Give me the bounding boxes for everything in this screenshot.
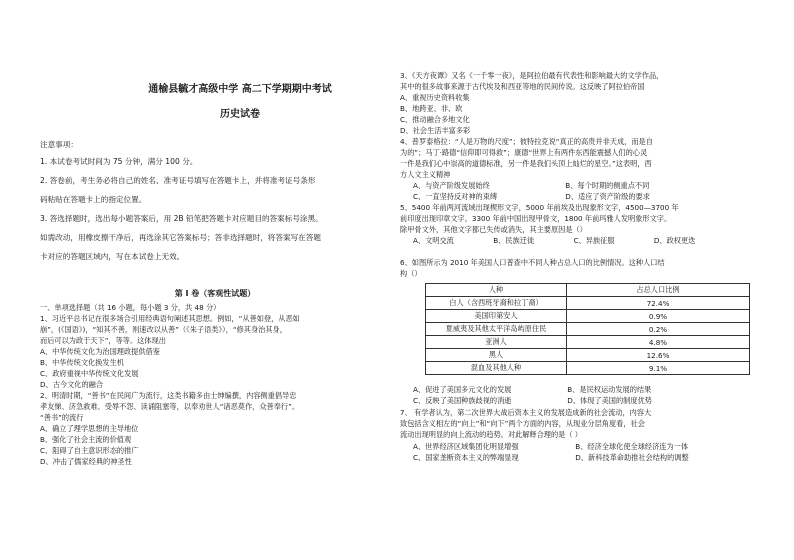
q6-options: [413, 384, 717, 406]
q3-option-c[interactable]: C、推动融合多地文化: [400, 115, 470, 124]
q2-line: 2、明清时期，“善书”在民间广为流行，这类书籍多由士绅编撰，内容侧重倡导忠: [40, 391, 297, 400]
q3-option-b[interactable]: B、地跨亚、非、欧: [400, 104, 463, 113]
question-7: [400, 407, 780, 440]
population-table: [425, 283, 750, 375]
table-header-row: [426, 284, 750, 297]
table-cell: 0.2%: [567, 323, 750, 336]
note-line: 码粘贴在答题卡上的指定位置。: [40, 195, 147, 204]
table-cell: 亚洲人: [426, 336, 567, 349]
question-4: [400, 136, 780, 180]
question-5: [400, 202, 780, 235]
subject-title: 历史试卷: [220, 109, 260, 120]
table-cell: 72.4%: [567, 297, 750, 310]
q7-option-b[interactable]: B、经济全球化使全球经济连为一体: [575, 442, 689, 451]
q1-line: 崩”，(《国语》)，“知其不善，则速改以从善”（《朱子语类》），“修其身治其身，: [40, 325, 287, 334]
table-row: [426, 310, 750, 323]
q5-option-b[interactable]: B、民族迁徙: [493, 236, 535, 245]
table-cell: 黑人: [426, 349, 567, 362]
q7-line: 流动出现明显的向上流动的趋势。对此解释合理的是（ ）: [400, 430, 582, 439]
q4-option-d[interactable]: D、适应了资产阶级的要求: [565, 192, 650, 201]
table-cell: 0.9%: [567, 310, 750, 323]
notes-heading: 注意事项：: [40, 140, 78, 149]
q3-option-a[interactable]: A、重视历史资料收集: [400, 93, 470, 102]
q2-option-c[interactable]: C、阻碍了自主意识形态的推广: [40, 446, 139, 455]
q5-option-a[interactable]: A、文明交流: [413, 236, 454, 245]
q4-options: [413, 180, 715, 202]
q5-line: 5、5400 年前两河流域出现楔形文字，5000 年前埃及出现象形文字，4500—3700 年: [400, 203, 679, 212]
q4-line: 为的”；马丁·路德“信仰即可得救”；康德“世界上有两件东西能震撼人们的心灵: [400, 148, 648, 157]
q6-option-c[interactable]: C、反映了美国种族歧视的消逝: [413, 396, 512, 405]
q6-line: 6、如图所示为 2010 年美国人口普查中不同人种占总人口的比例情况。这种人口结: [400, 258, 665, 267]
table-cell: 9.1%: [567, 362, 750, 375]
note-line: 3. 答选择题时，选出每小题答案后，用 2B 铅笔把答题卡对应题目的答案标号涂黑。: [40, 214, 323, 223]
section-heading: 一、单项选择题（共 16 小题，每小题 3 分，共 48 分）: [40, 303, 221, 312]
q6-line: 构（）: [400, 269, 422, 278]
table-row: [426, 349, 750, 362]
question-1: [40, 302, 390, 390]
q6-option-a[interactable]: A、促进了美国多元文化的发展: [413, 385, 512, 394]
exam-title: 通榆县毓才高级中学 高二下学期期中考试: [148, 84, 332, 95]
q5-line: 除甲骨文外，其他文字都已失传或消失，其主要原因是（）: [400, 225, 587, 234]
q7-option-a[interactable]: A、世界经济区域集团化明显增强: [413, 442, 519, 451]
table-cell: 混血及其他人种: [426, 362, 567, 375]
table-row: [426, 336, 750, 349]
table-row: [426, 362, 750, 375]
q4-option-b[interactable]: B、每个时期的侧重点不同: [565, 181, 650, 190]
q3-option-d[interactable]: D、社会生活丰富多彩: [400, 126, 471, 135]
q5-option-c[interactable]: C、异族征服: [573, 236, 615, 245]
question-6: [400, 257, 780, 279]
q1-option-a[interactable]: A、中华传统文化为治国理政提供借鉴: [40, 347, 160, 356]
notes-list: [40, 152, 390, 266]
table-header: 占总人口比例: [567, 284, 750, 297]
q3-line: 其中的很多故事来源于古代埃及和西亚等地的民间传说。这反映了阿拉伯帝国: [400, 82, 645, 91]
q6-option-d[interactable]: D、体现了美国的制度优势: [567, 396, 652, 405]
q2-line: 孝友悌、济急救难、受辱不怨、读诵阻塞等，以奉劝世人“诸恶莫作，众善奉行”。: [40, 402, 300, 411]
q2-option-a[interactable]: A、确立了理学思想的主导地位: [40, 424, 139, 433]
table-cell: 美国印第安人: [426, 310, 567, 323]
note-line: 1. 本试卷考试时间为 75 分钟，满分 100 分。: [40, 157, 198, 166]
q3-line: 3、《天方夜谭》又名《一千零一夜》，是阿拉伯最有代表性和影响最大的文学作品，: [400, 71, 664, 80]
note-line: 卡对应的答题区域内，写在本试卷上无效。: [40, 252, 185, 261]
q7-line: 致包括含义相左的“向上”和“向下”两个方面的内容，从现业分层角度看，社会: [400, 419, 645, 428]
table-row: [426, 323, 750, 336]
table-cell: 12.6%: [567, 349, 750, 362]
q1-line: 1、习近平总书记在很多场合引用经典语句阐述其思想。例如，“从善如登，从恶如: [40, 314, 300, 323]
q5-line: 前印度出现印章文字，3300 年前中国出现甲骨文，1800 年前玛雅人发明象形文字。: [400, 214, 672, 223]
table-header: 人种: [426, 284, 567, 297]
table-cell: 4.8%: [567, 336, 750, 349]
q4-line: 一件是我们心中崇高的道德标准，另一件是我们头顶上灿烂的星空。”这表明，西: [400, 159, 652, 168]
table-cell: 夏威夷及其他太平洋岛屿原住民: [426, 323, 567, 336]
q4-line: 4、普罗泰格拉：“人是万物的尺度”；彼特拉克说“真正的高贵并非天成，而是自: [400, 137, 653, 146]
q7-options: [413, 441, 775, 463]
q4-line: 方人文主义精神: [400, 170, 451, 179]
q1-option-b[interactable]: B、中华传统文化换发生机: [40, 358, 124, 367]
table-cell: 白人（含西班牙裔和拉丁裔）: [426, 297, 567, 310]
note-line: 如需改动，用橡皮擦干净后，再选涂其它答案标号；答非选择题时，将答案写在答题: [40, 233, 321, 242]
q2-option-d[interactable]: D、冲击了儒家经典的神圣性: [40, 457, 132, 466]
part1-title: 第 I 卷（客观性试题）: [174, 289, 256, 298]
q1-line: 而后可以为政于天下”，等等。这体现出: [40, 336, 166, 345]
note-line: 2. 答卷前，考生务必将自己的姓名、准考证号填写在答题卡上，并将准考证号条形: [40, 176, 316, 185]
q7-line: 7、 有学者认为，第二次世界大战后资本主义的发展造成新的社会流动，内容大: [400, 408, 652, 417]
q5-options: [413, 235, 732, 246]
table-row: [426, 297, 750, 310]
q5-option-d[interactable]: D、政权更迭: [653, 236, 696, 245]
q1-option-d[interactable]: D、古今文化的融合: [40, 380, 104, 389]
q4-option-a[interactable]: A、与资产阶级发展始终: [413, 181, 490, 190]
q4-option-c[interactable]: C、一直坚持反对神的束缚: [413, 192, 498, 201]
q1-option-c[interactable]: C、政府重视中华传统文化发展: [40, 369, 139, 378]
q7-option-d[interactable]: D、新科技革命助推社会结构的调整: [575, 453, 689, 462]
q7-option-c[interactable]: C、国家垄断资本主义的弊端显现: [413, 453, 519, 462]
question-2: [40, 390, 390, 467]
q6-option-b[interactable]: B、是民权运动发展的结果: [567, 385, 652, 394]
q2-option-b[interactable]: B、强化了社会主流的价值观: [40, 435, 132, 444]
question-3: [400, 70, 780, 136]
q2-line: “善书”的流行: [40, 413, 84, 422]
